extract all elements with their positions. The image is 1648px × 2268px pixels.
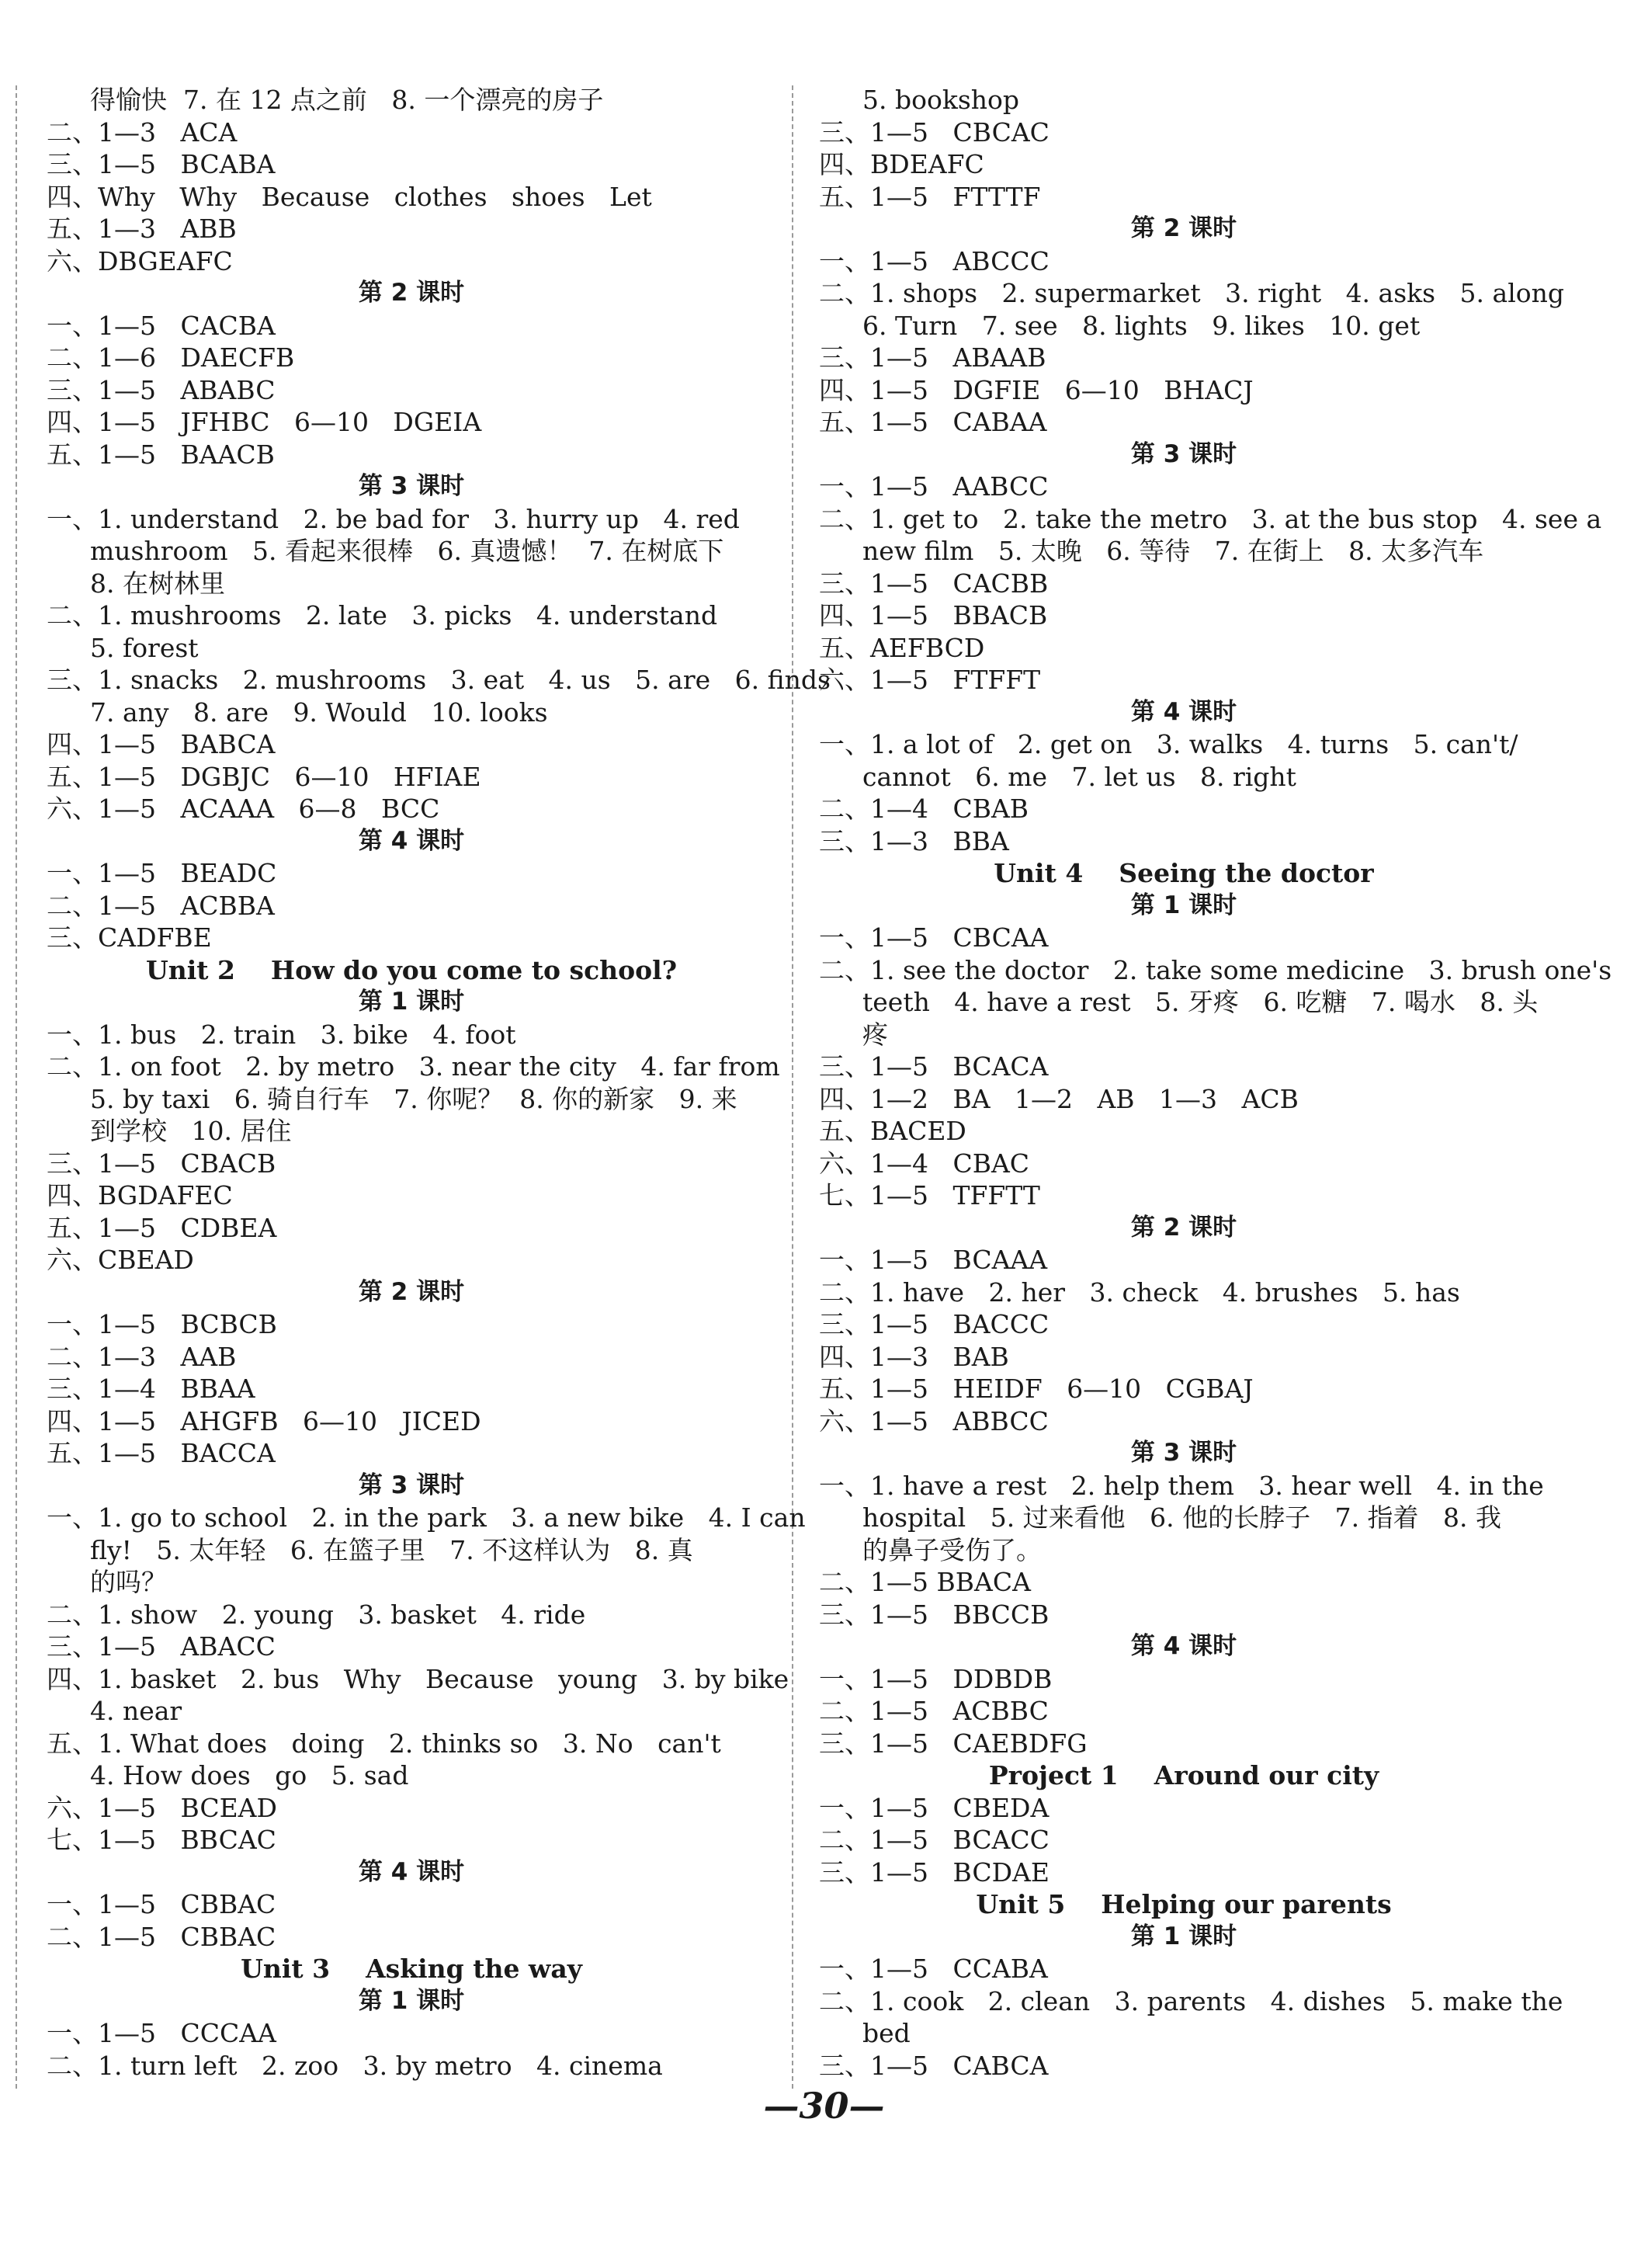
- answer-line: 一、1—5 BCBCB: [47, 1309, 277, 1339]
- answer-line: 二、1. have 2. her 3. check 4. brushes 5. has: [819, 1276, 1460, 1308]
- answer-line: 六、1—5 FTFFT: [819, 665, 1041, 695]
- lesson-heading: 第 4 课时: [1130, 1632, 1237, 1660]
- answer-line: 七、1—5 TFFTT: [819, 1180, 1040, 1210]
- answer-line: 一、1—5 CCCAA: [47, 2018, 276, 2048]
- answer-line: 三、1—5 BBCCB: [819, 1599, 1050, 1630]
- unit-heading: Unit 5 Helping our parents: [976, 1889, 1392, 1919]
- answer-line: 二、1. turn left 2. zoo 3. by metro 4. cinema: [47, 2050, 663, 2081]
- lesson-heading: 第 3 课时: [358, 1471, 465, 1499]
- answer-line: 六、CBEAD: [47, 1245, 194, 1275]
- answer-line: 六、1—4 CBAC: [819, 1148, 1030, 1179]
- answer-line: 四、Why Why Because clothes shoes Let: [47, 181, 652, 212]
- answer-line: 四、1—5 BBACB: [819, 600, 1048, 630]
- answer-line: 六、1—5 ACAAA 6—8 BCC: [47, 794, 440, 824]
- answer-continuation-line: new film 5. 太晚 6. 等待 7. 在街上 8. 太多汽车: [862, 536, 1484, 566]
- answer-line: 二、1—3 AAB: [47, 1341, 237, 1372]
- lesson-heading: 第 1 课时: [358, 1986, 465, 2015]
- answer-line: 五、1—5 BAACB: [47, 439, 275, 470]
- answer-line: 三、1—5 ABABC: [47, 374, 276, 405]
- lesson-heading: 第 4 课时: [1130, 697, 1237, 726]
- answer-continuation-line: 5. bookshop: [862, 85, 1020, 115]
- answer-continuation-line: 的鼻子受伤了。: [862, 1534, 1042, 1565]
- unit-heading: Project 1 Around our city: [988, 1760, 1379, 1790]
- left-answer-column: [47, 84, 831, 2082]
- answer-line: 四、1—3 BAB: [819, 1341, 1009, 1372]
- answer-line: 三、1—5 CABCA: [819, 2050, 1049, 2081]
- answer-line: 一、1—5 DDBDB: [819, 1663, 1053, 1694]
- answer-line: 三、1—3 BBA: [819, 825, 1009, 856]
- answer-line: 一、1—5 BEADC: [47, 858, 277, 888]
- answer-line: 二、1. show 2. young 3. basket 4. ride: [47, 1599, 586, 1630]
- answer-line: 一、1. have a rest 2. help them 3. hear well 4. in the: [819, 1470, 1544, 1501]
- answer-line: 三、1—5 BCDAE: [819, 1856, 1050, 1888]
- answer-line: 四、1—5 BABCA: [47, 729, 276, 759]
- answer-line: 一、1—5 CBEDA: [819, 1792, 1050, 1823]
- column-divider: [792, 85, 793, 2089]
- answer-line: 五、AEFBCD: [819, 632, 985, 663]
- answer-line: 四、1. basket 2. bus Why Because young 3. by bike: [47, 1663, 789, 1694]
- answer-continuation-line: teeth 4. have a rest 5. 牙疼 6. 吃糖 7. 喝水 8. 头: [862, 987, 1539, 1017]
- lesson-heading: 第 2 课时: [1130, 214, 1237, 242]
- answer-line: 三、1—5 ABAAB: [819, 342, 1046, 373]
- unit-heading: Unit 4 Seeing the doctor: [994, 858, 1374, 888]
- answer-line: 六、1—5 BCEAD: [47, 1792, 277, 1823]
- answer-continuation-line: 6. Turn 7. see 8. lights 9. likes 10. get: [862, 310, 1421, 341]
- answer-continuation-line: hospital 5. 过来看他 6. 他的长脖子 7. 指着 8. 我: [862, 1502, 1502, 1533]
- answer-continuation-line: 的吗？: [90, 1567, 167, 1597]
- answer-line: 二、1—3 ACA: [47, 116, 238, 148]
- answer-continuation-line: 4. How does go 5. sad: [90, 1760, 409, 1790]
- answer-line: 五、BACED: [819, 1116, 966, 1146]
- answer-continuation-line: bed: [862, 2018, 911, 2048]
- lesson-heading: 第 2 课时: [358, 279, 465, 307]
- answer-line: 一、1. a lot of 2. get on 3. walks 4. turns 5. can't/: [819, 729, 1518, 759]
- lesson-heading: 第 3 课时: [1130, 1439, 1237, 1467]
- answer-line: 四、1—5 JFHBC 6—10 DGEIA: [47, 407, 482, 437]
- right-answer-column: [819, 84, 1612, 2082]
- answer-continuation-line: 5. forest: [90, 632, 199, 663]
- answer-line: 四、1—5 DGFIE 6—10 BHACJ: [819, 374, 1254, 405]
- answer-line: 一、1. go to school 2. in the park 3. a new bike 4. I can: [47, 1502, 806, 1533]
- answer-line: 二、1—4 CBAB: [819, 794, 1029, 824]
- unit-heading: Unit 2 How do you come to school?: [145, 954, 678, 985]
- answer-continuation-line: 疼: [862, 1019, 888, 1050]
- answer-continuation-line: mushroom 5. 看起来很棒 6. 真遗憾！ 7. 在树底下: [90, 536, 724, 566]
- answer-line: 三、1—5 CACBB: [819, 568, 1049, 599]
- answer-line: 二、1—5 ACBBC: [819, 1696, 1049, 1726]
- answer-line: 六、1—5 ABBCC: [819, 1405, 1049, 1436]
- answer-line: 三、1—5 CBACB: [47, 1148, 276, 1179]
- answer-line: 二、1—5 BCACC: [819, 1825, 1050, 1855]
- lesson-heading: 第 3 课时: [358, 472, 465, 500]
- answer-line: 三、1—5 CAEBDFG: [819, 1728, 1088, 1759]
- answer-line: 五、1—5 BACCA: [47, 1438, 276, 1468]
- answer-line: 二、1—6 DAECFB: [47, 342, 295, 373]
- answer-line: 二、1. cook 2. clean 3. parents 4. dishes 5. make the: [819, 1985, 1563, 2016]
- answer-line: 二、1. shops 2. supermarket 3. right 4. asks 5. along: [819, 278, 1564, 308]
- answer-line: 一、1—5 CCABA: [819, 1954, 1048, 1984]
- answer-line: 三、1—5 BCABA: [47, 149, 276, 179]
- answer-line: 一、1—5 CACBA: [47, 310, 276, 341]
- lesson-heading: 第 1 课时: [1130, 891, 1237, 919]
- answer-continuation-line: 7. any 8. are 9. Would 10. looks: [90, 696, 548, 728]
- left-margin-rule: [16, 85, 17, 2089]
- answer-line: 三、1—4 BBAA: [47, 1374, 255, 1404]
- answer-line: 四、1—5 AHGFB 6—10 JICED: [47, 1405, 481, 1436]
- answer-continuation-line: cannot 6. me 7. let us 8. right: [862, 761, 1296, 792]
- answer-line: 二、1—5 ACBBA: [47, 890, 275, 921]
- answer-line: 三、1—5 ABACC: [47, 1631, 276, 1662]
- answer-line: 二、1. mushrooms 2. late 3. picks 4. understand: [47, 600, 718, 630]
- answer-line: 二、1. get to 2. take the metro 3. at the bus stop 4. see a: [819, 503, 1602, 534]
- lesson-heading: 第 3 课时: [1130, 439, 1237, 468]
- answer-line: 七、1—5 BBCAC: [47, 1825, 276, 1855]
- lesson-heading: 第 1 课时: [358, 988, 465, 1016]
- answer-continuation-line: 5. by taxi 6. 骑自行车 7. 你呢？ 8. 你的新家 9. 来: [90, 1083, 737, 1114]
- answer-line: 一、1—5 CBCAA: [819, 922, 1049, 953]
- answer-line: 五、1—5 CDBEA: [47, 1212, 277, 1243]
- lesson-heading: 第 2 课时: [1130, 1213, 1237, 1242]
- unit-heading: Unit 3 Asking the way: [241, 1954, 582, 1984]
- answer-line: 一、1—5 BCAAA: [819, 1245, 1048, 1275]
- answer-continuation-line: 到学校 10. 居住: [90, 1116, 292, 1146]
- answer-line: 四、BGDAFEC: [47, 1180, 233, 1210]
- answer-continuation-line: 得愉快 7. 在 12 点之前 8. 一个漂亮的房子: [90, 85, 604, 115]
- answer-continuation-line: fly! 5. 太年轻 6. 在篮子里 7. 不这样认为 8. 真: [90, 1534, 693, 1565]
- answer-line: 五、1—5 FTTTF: [819, 181, 1041, 212]
- answer-line: 一、1—5 AABCC: [819, 471, 1049, 502]
- answer-line: 一、1. understand 2. be bad for 3. hurry up 4. red: [47, 503, 740, 534]
- page-number: —30—: [763, 2085, 885, 2127]
- answer-line: 六、DBGEAFC: [47, 245, 233, 276]
- answer-line: 二、1—5 CBBAC: [47, 1921, 276, 1952]
- answer-line: 一、1—5 CBBAC: [47, 1889, 276, 1919]
- answer-line: 二、1. see the doctor 2. take some medicine 3. brush one's: [819, 954, 1612, 985]
- lesson-heading: 第 1 课时: [1130, 1922, 1237, 1950]
- answer-line: 一、1—5 ABCCC: [819, 245, 1050, 276]
- lesson-heading: 第 2 课时: [358, 1277, 465, 1306]
- answer-continuation-line: 8. 在树林里: [90, 568, 225, 599]
- answer-line: 三、1—5 BCACA: [819, 1051, 1049, 1082]
- lesson-heading: 第 4 课时: [358, 826, 465, 855]
- lesson-heading: 第 4 课时: [358, 1857, 465, 1886]
- answer-line: 三、1. snacks 2. mushrooms 3. eat 4. us 5. are 6. finds: [47, 665, 831, 695]
- answer-line: 二、1. on foot 2. by metro 3. near the city 4. far from: [47, 1051, 780, 1082]
- answer-continuation-line: 4. near: [90, 1696, 182, 1726]
- answer-line: 五、1—5 CABAA: [819, 407, 1047, 437]
- answer-line: 一、1. bus 2. train 3. bike 4. foot: [47, 1019, 516, 1050]
- answer-line: 二、1—5 BBACA: [819, 1567, 1031, 1597]
- answer-line: 五、1—3 ABB: [47, 214, 237, 244]
- answer-line: 三、1—5 CBCAC: [819, 116, 1050, 148]
- answer-line: 五、1. What does doing 2. thinks so 3. No can't: [47, 1728, 721, 1759]
- answer-line: 四、BDEAFC: [819, 149, 984, 179]
- answer-line: 三、CADFBE: [47, 922, 212, 953]
- answer-line: 五、1—5 HEIDF 6—10 CGBAJ: [819, 1374, 1254, 1404]
- answer-line: 五、1—5 DGBJC 6—10 HFIAE: [47, 761, 481, 792]
- answer-line: 四、1—2 BA 1—2 AB 1—3 ACB: [819, 1083, 1299, 1114]
- answer-line: 三、1—5 BACCC: [819, 1309, 1050, 1339]
